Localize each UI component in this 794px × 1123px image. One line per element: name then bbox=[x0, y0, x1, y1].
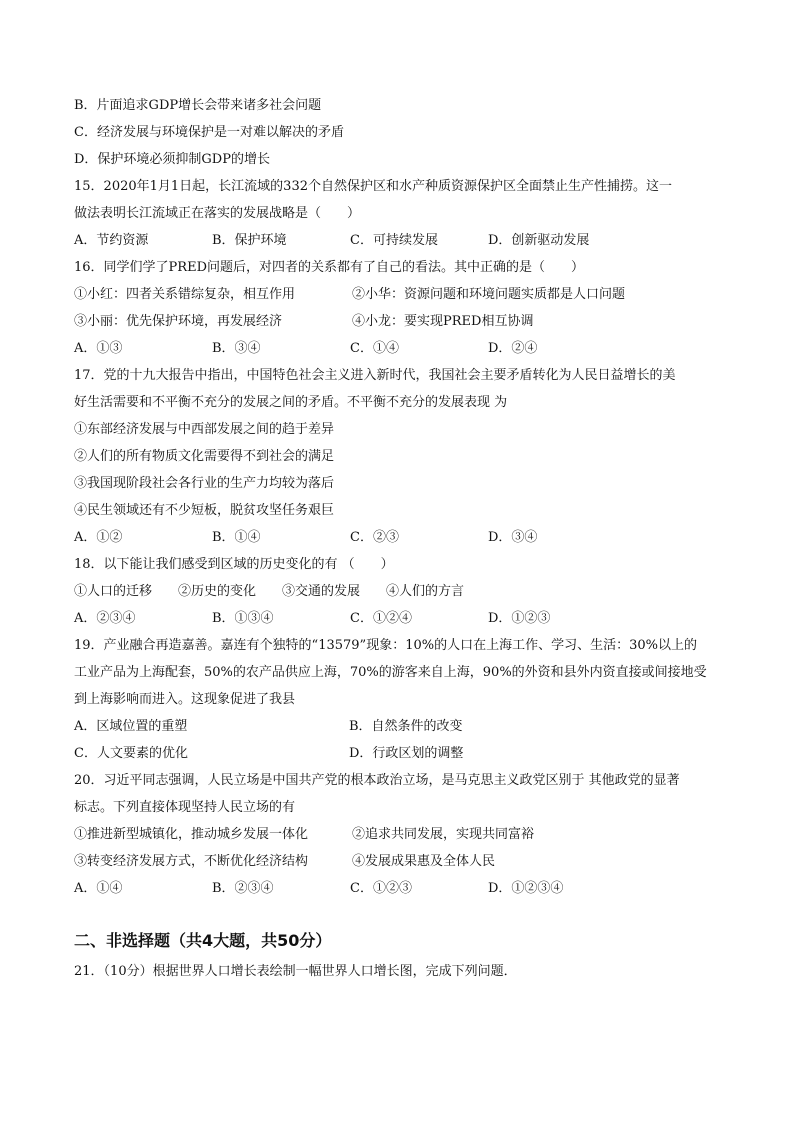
q16-items-row1 bbox=[74, 281, 734, 308]
q15-option-c: C．可持续发展 bbox=[350, 233, 438, 248]
q17-option-a: A．①② bbox=[74, 530, 123, 545]
q15-options bbox=[74, 227, 734, 254]
q17-item-2: ②人们的所有物质文化需要得不到社会的满足 bbox=[74, 449, 335, 464]
q16-option-d: D．②④ bbox=[488, 341, 538, 356]
q19-options-row2 bbox=[74, 740, 734, 767]
q17-item-1: ①东部经济发展与中西部发展之间的趋于差异 bbox=[74, 422, 335, 437]
q17-options bbox=[74, 524, 734, 551]
q19-option-d: D．行政区划的调整 bbox=[349, 746, 464, 761]
section-2-heading: 二、非选择题（共4大题，共50分） bbox=[74, 931, 332, 950]
q20-stem-line2: 标志。下列直接体现坚持人民立场的有 bbox=[74, 800, 296, 815]
q20-option-d: D．①②③④ bbox=[488, 881, 564, 896]
q16-item-2: ②小华：资源问题和环境问题实质都是人口问题 bbox=[352, 287, 626, 302]
q17-item-4: ④民生领域还有不少短板，脱贫攻坚任务艰巨 bbox=[74, 503, 335, 518]
q14-option-c: C．经济发展与环境保护是一对难以解决的矛盾 bbox=[74, 125, 344, 140]
q20-options bbox=[74, 875, 734, 902]
q18-stem: 18．以下能让我们感受到区域的历史变化的有 （ ） bbox=[74, 557, 394, 572]
q16-stem: 16．同学们学了PRED问题后，对四者的关系都有了自己的看法。其中正确的是（ ） bbox=[74, 260, 584, 275]
q14-option-b: B．片面追求GDP增长会带来诸多社会问题 bbox=[74, 98, 322, 113]
q18-option-c: C．①②④ bbox=[350, 611, 412, 626]
q18-option-b: B．①③④ bbox=[212, 611, 274, 626]
q20-item-3: ③转变经济发展方式，不断优化经济结构 bbox=[74, 854, 309, 869]
q20-item-4: ④发展成果惠及全体人民 bbox=[352, 854, 496, 869]
q18-option-d: D．①②③ bbox=[488, 611, 551, 626]
q16-item-1: ①小红：四者关系错综复杂，相互作用 bbox=[74, 287, 296, 302]
q16-item-4: ④小龙：要实现PRED相互协调 bbox=[352, 314, 534, 329]
q15-stem-line2: 做法表明长江流域正在落实的发展战略是（ ） bbox=[74, 206, 361, 221]
q19-option-b: B．自然条件的改变 bbox=[349, 719, 463, 734]
section-gap bbox=[74, 902, 734, 926]
q17-item-3: ③我国现阶段社会各行业的生产力均较为落后 bbox=[74, 476, 335, 491]
q17-option-d: D．③④ bbox=[488, 530, 538, 545]
exam-page bbox=[74, 92, 734, 985]
q20-option-b: B．②③④ bbox=[212, 881, 274, 896]
q16-option-c: C．①④ bbox=[350, 341, 399, 356]
q21-stem: 21．（10分）根据世界人口增长表绘制一幅世界人口增长图，完成下列问题． bbox=[74, 964, 517, 979]
q18-items: ①人口的迁移 ②历史的变化 ③交通的发展 ④人们的方言 bbox=[74, 584, 465, 599]
q20-stem-line1: 20．习近平同志强调，人民立场是中国共产党的根本政治立场，是马克思主义政党区别于 其他政党的显著 bbox=[74, 773, 680, 788]
q19-option-c: C．人文要素的优化 bbox=[74, 746, 188, 761]
q19-stem-line1: 19．产业融合再造嘉善。嘉连有个独特的“13579”现象：10%的人口在上海工作、学习、生活：30%以上的 bbox=[74, 638, 697, 653]
q16-option-a: A．①③ bbox=[74, 341, 123, 356]
q20-item-1: ①推进新型城镇化，推动城乡发展一体化 bbox=[74, 827, 309, 842]
q15-option-a: A．节约资源 bbox=[74, 233, 149, 248]
q19-option-a: A．区域位置的重塑 bbox=[74, 719, 188, 734]
q20-items-row1 bbox=[74, 821, 734, 848]
q15-option-b: B．保护环境 bbox=[212, 233, 287, 248]
q15-stem-line1: 15．2020年1月1日起，长江流域的332个自然保护区和水产种质资源保护区全面禁止生产性捕捞。这一 bbox=[74, 179, 672, 194]
q16-item-3: ③小丽：优先保护环境，再发展经济 bbox=[74, 314, 283, 329]
q19-stem-line2: 工业产品为上海配套，50%的农产品供应上海，70%的游客来自上海，90%的外资和县外内资直接或间接地受 bbox=[74, 665, 707, 680]
q15-option-d: D．创新驱动发展 bbox=[488, 233, 590, 248]
q16-option-b: B．③④ bbox=[212, 341, 261, 356]
q17-stem-line1: 17．党的十九大报告中指出，中国特色社会主义进入新时代，我国社会主要矛盾转化为人民日益增长的美 bbox=[74, 368, 676, 383]
q18-option-a: A．②③④ bbox=[74, 611, 136, 626]
q14-option-d: D．保护环境必须抑制GDP的增长 bbox=[74, 152, 270, 167]
q20-items-row2 bbox=[74, 848, 734, 875]
q20-option-a: A．①④ bbox=[74, 881, 123, 896]
q20-option-c: C．①②③ bbox=[350, 881, 412, 896]
q16-items-row2 bbox=[74, 308, 734, 335]
q17-option-b: B．①④ bbox=[212, 530, 261, 545]
q20-item-2: ②追求共同发展，实现共同富裕 bbox=[352, 827, 535, 842]
q17-option-c: C．②③ bbox=[350, 530, 399, 545]
q19-stem-line3: 到上海影响而进入。这现象促进了我县 bbox=[74, 692, 296, 707]
q19-options-row1 bbox=[74, 713, 734, 740]
q17-stem-line2: 好生活需要和不平衡不充分的发展之间的矛盾。不平衡不充分的发展表现 为 bbox=[74, 395, 508, 410]
q16-options bbox=[74, 335, 734, 362]
q18-options bbox=[74, 605, 734, 632]
